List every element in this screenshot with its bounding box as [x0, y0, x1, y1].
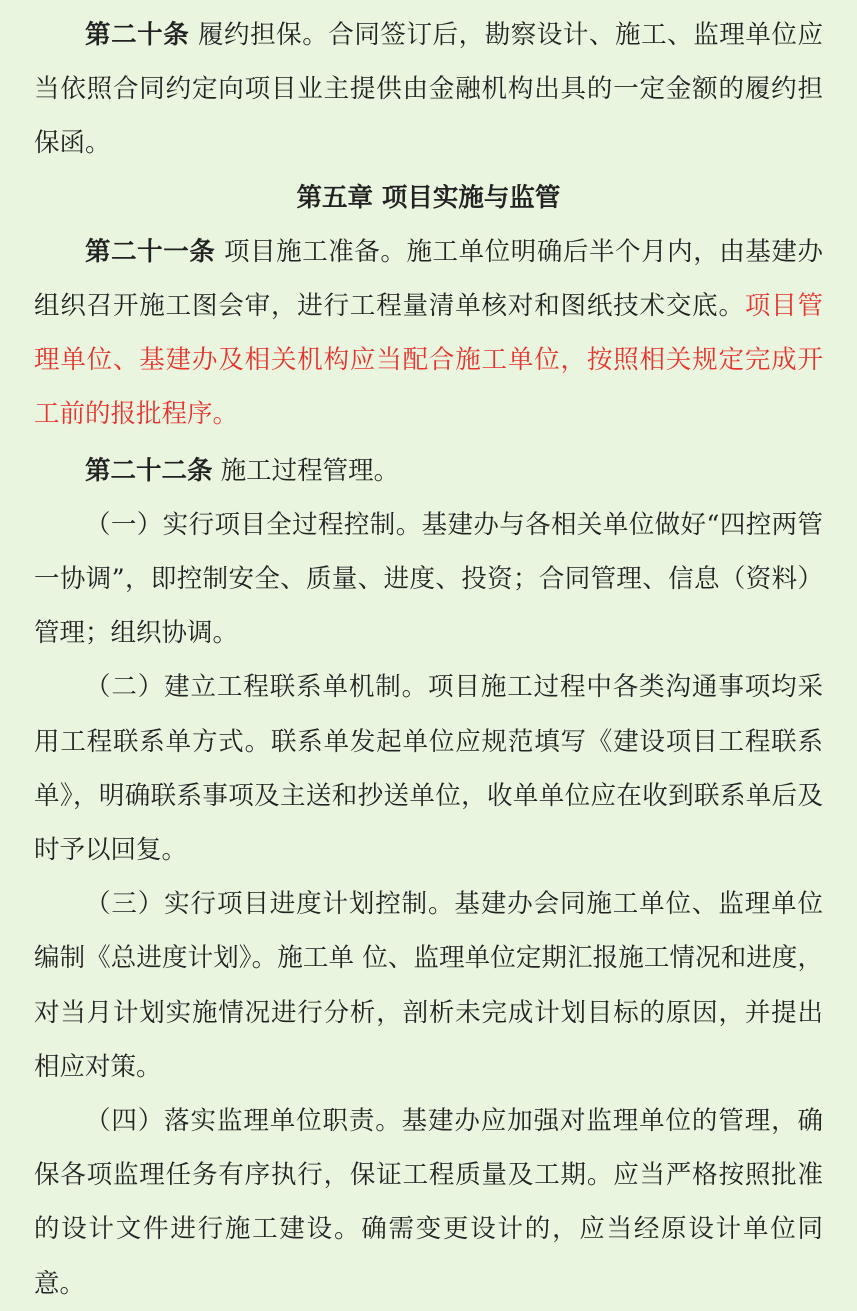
article-21-number: 第二十一条	[85, 236, 216, 267]
item-2: （二）建立工程联系单机制。项目施工过程中各类沟通事项均采用工程联系单方式。联系单发起单位应规范填写《建设项目工程联系单》，明确联系事项及主送和抄送单位，收单单位应在收到联系单后及时予以回复。	[34, 672, 823, 866]
item-1: （一）实行项目全过程控制。基建办与各相关单位做好“四控两管一协调”，即控制安全、质量、进度、投资；合同管理、信息（资料）管理；组织协调。	[34, 509, 823, 649]
article-22-text: 施工过程管理。	[212, 455, 400, 486]
item-4: （四）落实监理单位职责。基建办应加强对监理单位的管理，确保各项监理任务有序执行，保证工程质量及工期。应当严格按照批准的设计文件进行施工建设。确需变更设计的，应当经原设计单位同意。	[34, 1106, 823, 1299]
chapter-5-heading: 第五章 项目实施与监管	[296, 182, 561, 213]
article-21-highlighted-text: 项目管理单位、基建办及相关机构应当配合施工单位，按照相关规定完成开工前的报批程序。	[34, 291, 823, 430]
article-21-text: 项目施工准备。施工单位明确后半个月内，由基建办组织召开施工图会审，进行工程量清单核对和图纸技术交底。	[34, 236, 823, 322]
article-21	[34, 225, 823, 442]
article-20-number: 第二十条	[85, 20, 190, 50]
article-22-number: 第二十二条	[85, 455, 213, 486]
article-20-text: 履约担保。合同签订后，勘察设计、施工、监理单位应当依照合同约定向项目业主提供由金融机构出具的一定金额的履约担保函。	[34, 20, 823, 159]
item-3: （三）实行项目进度计划控制。基建办会同施工单位、监理单位编制《总进度计划》。施工单 位、监理单位定期汇报施工情况和进度，对当月计划实施情况进行分析，剖析未完成计划目标的原因，并提出相应对策。	[34, 889, 823, 1082]
article-20	[34, 8, 823, 171]
article-22	[34, 444, 823, 498]
